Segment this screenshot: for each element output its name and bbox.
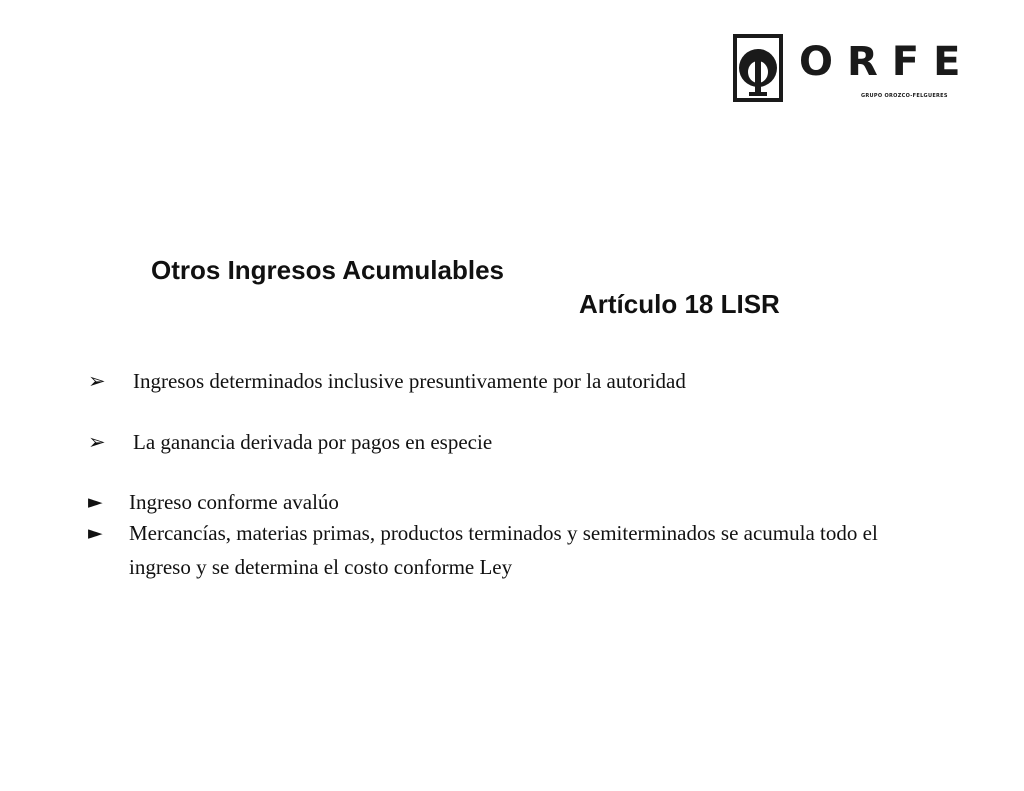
- list-item-text: Mercancías, materias primas, productos terminados y semiterminados se acumula todo el ingreso y se determina el costo conforme Ley: [129, 521, 878, 579]
- logo-tagline: GRUPO OROZCO-FELGUERES: [861, 93, 948, 99]
- logo-wordmark: ORFE: [799, 39, 975, 85]
- phi-logo-icon: [733, 34, 783, 102]
- arrowhead-bullet-icon: ➢: [88, 430, 106, 454]
- page-subtitle: Artículo 18 LISR: [579, 289, 780, 319]
- page-title: Otros Ingresos Acumulables: [151, 255, 505, 285]
- orfe-logo: [733, 34, 975, 104]
- list-item-text: Ingreso conforme avalúo: [129, 490, 339, 514]
- arrowhead-bullet-icon: ➢: [88, 369, 106, 393]
- triangle-bullet-icon: ►: [88, 491, 103, 513]
- list-item-text: La ganancia derivada por pagos en especie: [133, 430, 493, 454]
- triangle-bullet-icon: ►: [88, 522, 103, 544]
- list-item-text: Ingresos determinados inclusive presuntivamente por la autoridad: [133, 369, 686, 393]
